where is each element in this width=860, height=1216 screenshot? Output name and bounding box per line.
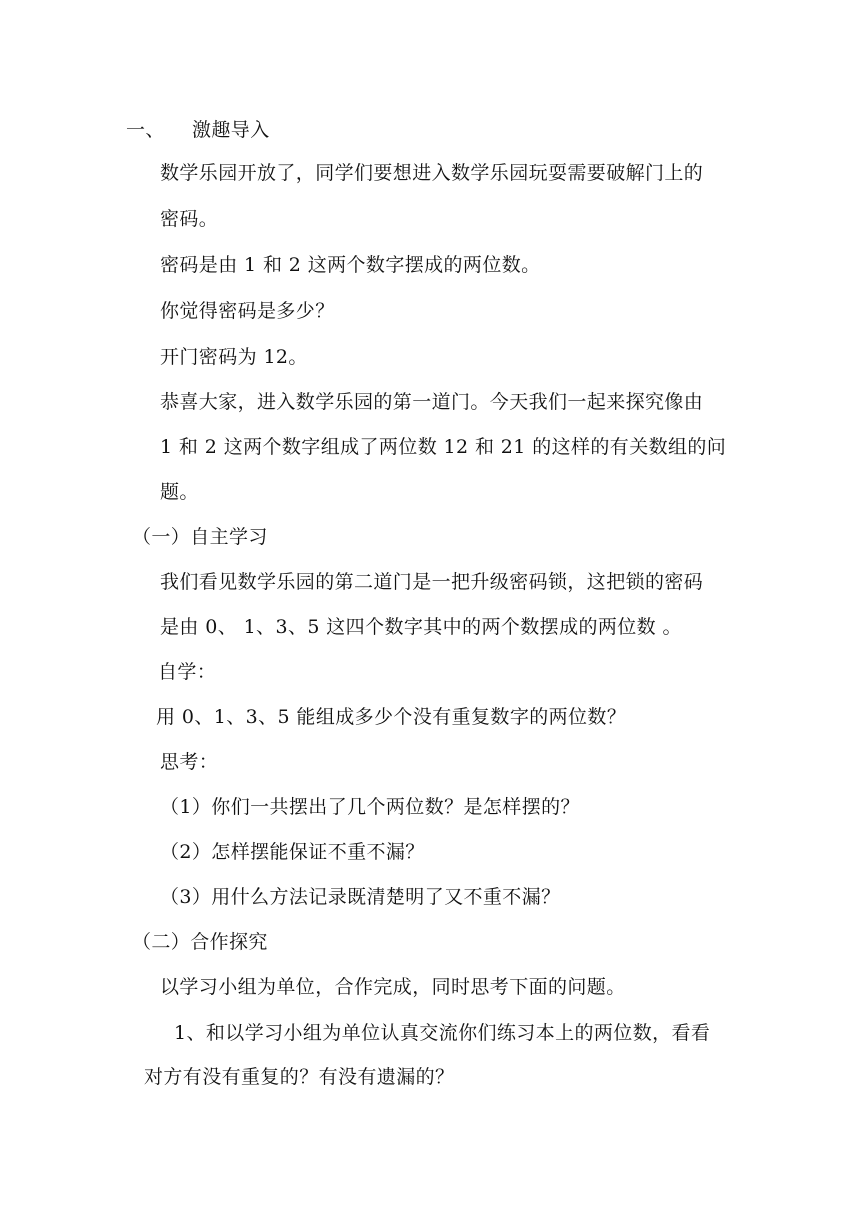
think-question: （2）怎样摆能保证不重不漏？ — [160, 841, 425, 863]
section-paragraph-line: 是由 0、 1、3、5 这四个数字其中的两个数摆成的两位数 。 — [160, 616, 682, 638]
intro-paragraph: 密码是由 1 和 2 这两个数字摆成的两位数。 — [160, 254, 541, 276]
intro-paragraph-line: 数学乐园开放了，同学们要想进入数学乐园玩耍需要破解门上的 — [160, 162, 704, 184]
think-question: （3）用什么方法记录既清楚明了又不重不漏？ — [160, 886, 561, 908]
intro-paragraph-line: 密码。 — [160, 208, 219, 230]
heading-number: 一、 — [126, 119, 165, 141]
intro-paragraph-line: 题。 — [160, 481, 199, 503]
intro-paragraph: 你觉得密码是多少？ — [160, 300, 335, 322]
intro-paragraph-line: 恭喜大家，进入数学乐园的第一道门。今天我们一起来探究像由 — [160, 391, 704, 413]
self-study-question: 用 0、1、3、5 能组成多少个没有重复数字的两位数？ — [156, 706, 627, 728]
list-item-line: 对方有没有重复的？有没有遗漏的？ — [144, 1066, 455, 1088]
section-title: （一）自主学习 — [132, 526, 268, 548]
list-item-line: 1、和以学习小组为单位认真交流你们练习本上的两位数，看看 — [174, 1022, 711, 1044]
section-paragraph-line: 我们看见数学乐园的第二道门是一把升级密码锁，这把锁的密码 — [160, 571, 704, 593]
intro-paragraph: 开门密码为 12。 — [160, 346, 308, 368]
intro-paragraph-line: 1 和 2 这两个数字组成了两位数 12 和 21 的这样的有关数组的问 — [160, 436, 727, 458]
think-question: （1）你们一共摆出了几个两位数？是怎样摆的？ — [160, 796, 580, 818]
think-label: 思考： — [160, 751, 219, 773]
heading-title: 激趣导入 — [192, 119, 270, 141]
self-study-label: 自学： — [158, 661, 217, 683]
section-title: （二）合作探究 — [132, 931, 268, 953]
section-paragraph: 以学习小组为单位，合作完成，同时思考下面的问题。 — [160, 976, 626, 998]
